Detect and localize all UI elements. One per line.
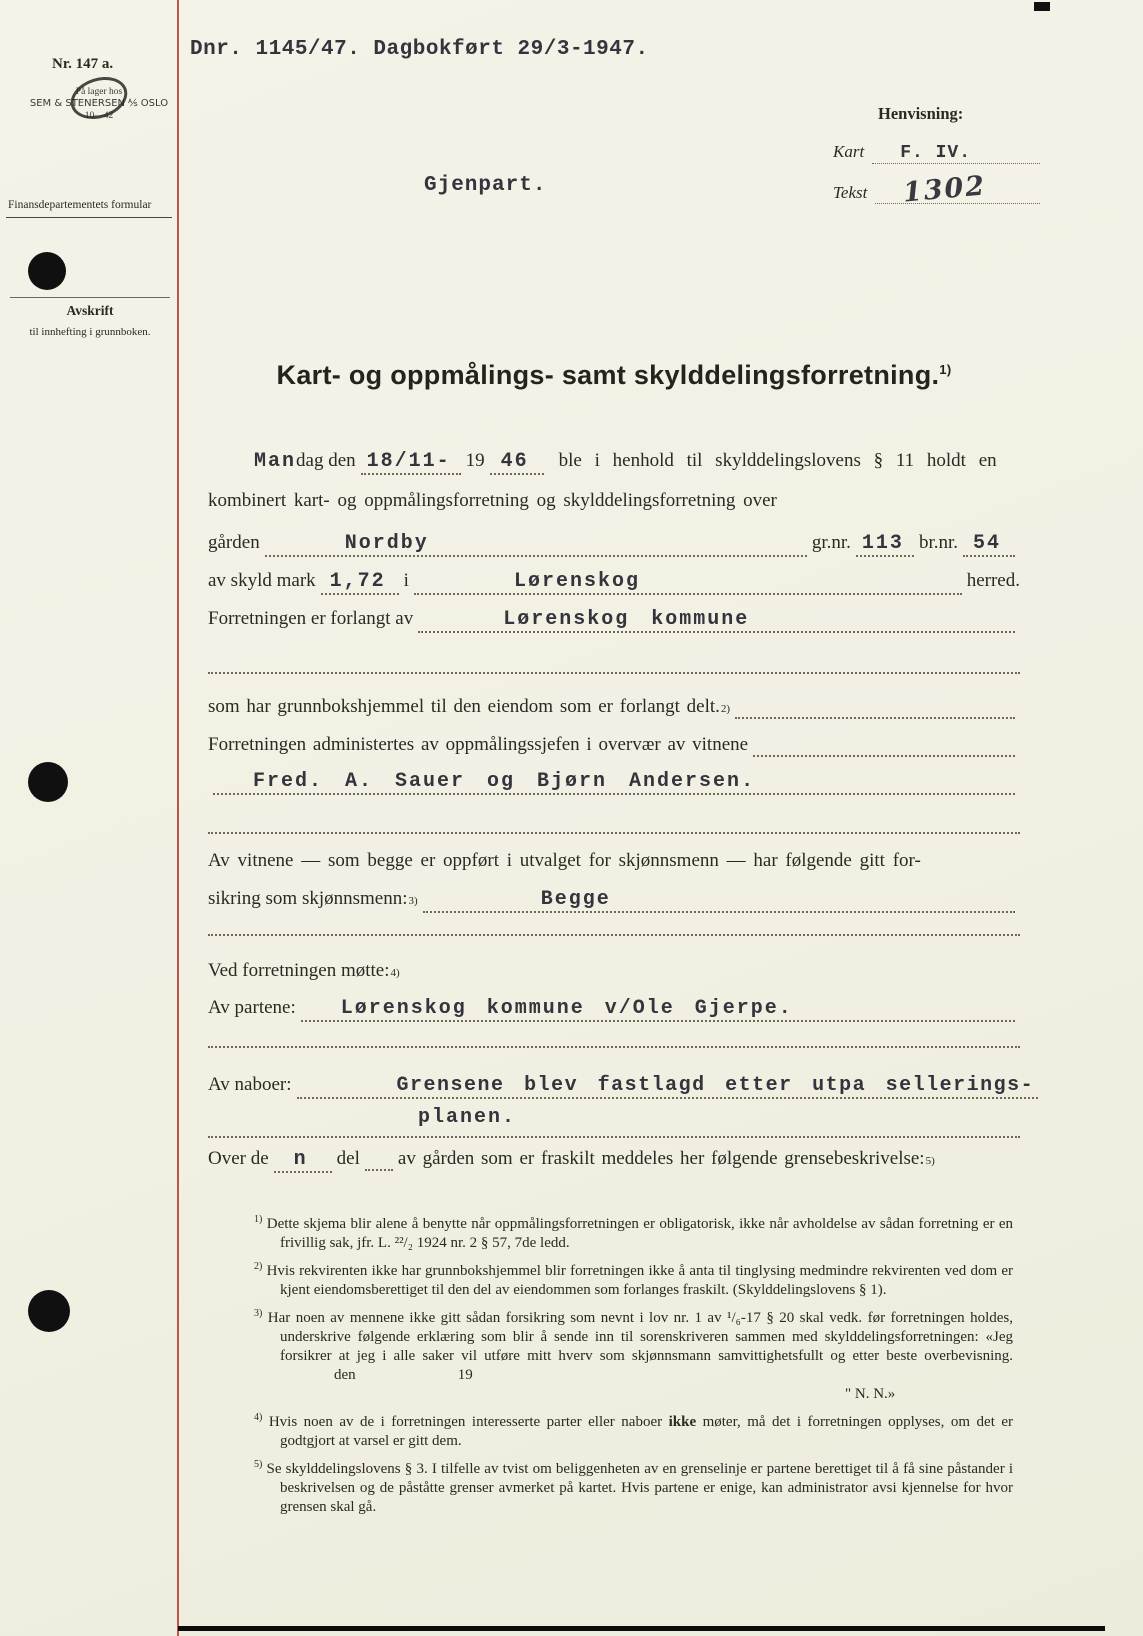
footnote-4 [254,1408,1013,1451]
admin-text: Forretningen administertes av oppmålingssjefen i overvær av vitnene [208,734,749,755]
printer-imprint-line1: På lager hos [75,87,123,97]
footnote-5-number: 5) [254,1459,263,1470]
department-formular-label: Finansdepartementets formular [8,199,152,211]
footnote-1-number: 1) [254,1214,263,1225]
hjemmel-row: som har grunnbokshjemmel til den eiendom som er forlangt delt. 2) [208,696,1020,726]
brnr-label: br.nr. [918,532,958,553]
brnr-field [963,532,1015,557]
oath-line-1 [208,850,1020,880]
farm-name-value: Nordby [344,532,429,555]
intro-line-2 [208,490,1020,520]
admin-row [208,734,1020,764]
date-value: 18/11- [366,450,451,473]
year-prefix: 19 [465,450,485,471]
municipality-field [414,570,962,595]
requested-by-field [418,608,1015,633]
dotted-line [208,832,1020,834]
parties-row [208,997,1020,1027]
farm-row [208,532,1020,562]
requested-by-value: Lørenskog kommune [503,608,750,631]
footnote-2-text: Hvis rekvirenten ikke har grunnbokshjemmel blir forretningen ikke å anta til tinglysing medmindre rekvirenten ved dom er kjent eiendomsberettiget til den del av eiendommen som forlanges fraskilt. (Skylddelingslovens § 1). [266,1263,1013,1298]
footnote-1 [254,1210,1013,1253]
boundary-rest-text: av gården som er fraskilt meddeles her følgende grensebeskrivelse: [397,1148,925,1169]
boundary-mid-text: del [336,1148,360,1169]
weekday-typed: Man [254,450,297,473]
tekst-value-field [875,170,1040,209]
oath-line1-text: Av vitnene — som begge er oppført i utvalget for skjønnsmenn — har følgende gitt for- [208,850,921,871]
footnote-1-text: Dette skjema blir alene å benytte når oppmålingsforretningen er obligatorisk, ikke når avholdelse av sådan forretning er en frivillig sak, jfr. L. ²²/₂ 1924 nr. 2 § 57, 7de ledd. [266,1216,1014,1251]
witnesses-value: Fred. A. Sauer og Bjørn Andersen. [253,770,756,793]
grnr-label: gr.nr. [811,532,851,553]
form-title-footnote-ref: 1) [939,362,952,377]
avskrift-label: Avskrift [66,303,114,318]
neighbours-row [208,1074,1035,1104]
parties-label: Av partene: [208,997,296,1018]
hjemmel-field [735,699,1015,719]
margin-divider-line [10,297,170,298]
farm-label: gården [208,532,260,553]
footnotes-block [254,1210,1013,1521]
dotted-line [208,672,1020,674]
hole-punch [28,1290,70,1332]
dotted-line [208,934,1020,936]
footnote-5 [254,1455,1013,1517]
tekst-value-handwritten: 1302 [902,170,988,209]
municipality-value: Lørenskog [513,570,640,593]
skyld-row [208,570,1020,600]
oath-field [423,888,1015,913]
footnote-2-number: 2) [254,1261,263,1272]
boundary-part-value: n [293,1148,308,1171]
printer-imprint-line2: SEM & STENERSEN ⅍ OSLO [29,98,169,109]
oath-line-2: sikring som skjønnsmenn: 3) Begge [208,888,1020,918]
oath-value: Begge [540,888,611,911]
oath-line2-text: sikring som skjønnsmenn: [208,888,408,909]
attended-label: Ved forretningen møtte: [208,960,390,981]
kart-value-field [872,143,1040,164]
footnote-4-bold-word: ikke [668,1414,697,1430]
neighbours-value-line2: planen. [418,1106,517,1129]
intro-line2-text: kombinert kart- og oppmålingsforretning og skylddelingsforretning over [208,490,777,511]
footnote-4-text-start: Hvis noen av de i forretningen interesserte parter eller naboer [268,1414,669,1430]
dotted-line [208,1046,1020,1048]
form-title-text: Kart- og oppmålings- samt skylddelingsforretning. [276,360,940,390]
parties-field [301,997,1015,1022]
requested-by-label: Forretningen er forlangt av [208,608,414,629]
brnr-value: 54 [972,532,1001,555]
witnesses-field [213,770,1015,795]
dotted-line [208,1136,1020,1138]
footnote-3-text: Har noen av mennene ikke gitt sådan forsikring som nevnt i lov nr. 1 av ¹/₆-17 § 20 skal vedk. før forretningen holdes, underskrive følgende erklæring som blir å sende inn til sorenskriveren sammen med skylddelingsforretningen: «Jeg forsikrer at jeg i alle saker vil utføre mitt hverv som skjønnsmann samvittighetsfullt og etter beste overbevisning. [267,1310,1013,1364]
intro-line-1 [208,450,1020,480]
form-number: Nr. 147 a. [52,56,114,72]
skyld-label: av skyld mark [208,570,316,591]
tekst-reference-row [833,170,1040,209]
herred-label: herred. [966,570,1020,591]
margin-rule-line [6,217,172,218]
farm-name-field [265,532,807,557]
neighbours-field [297,1074,1039,1099]
scan-corner-artifact [1034,2,1050,11]
tekst-label: Tekst [833,183,868,202]
hole-punch [28,252,66,290]
attended-row: Ved forretningen møtte: 4) [208,960,400,981]
footnote-4-number: 4) [254,1412,263,1423]
avskrift-subtitle: til innhefting i grunnboken. [29,326,151,338]
neighbours-label: Av naboer: [208,1074,292,1095]
footnote-2 [254,1257,1013,1300]
red-margin-rule [177,0,179,1636]
footnote-3: $^{3)}$ Har noen av mennene ikke gitt sådan forsikring som nevnt i lov nr. 1 av ¹/₆-17 § 20 skal vedk. før forretningen holdes, underskrive følgende erklæring som blir å sende inn til sorenskriveren sammen med skylddelingsforretningen: «Jeg forsikrer at jeg i alle saker vil utføre mitt hverv som skjønnsmann samvittighetsfullt og etter beste overbevisning. den 19 " N. N.» [254,1308,1013,1402]
form-title [208,360,1020,391]
kart-value: F. IV. [900,143,971,163]
journal-number-line: Dnr. 1145/47. Dagbokført 29/3-1947. [190,38,649,61]
skyld-field [321,570,399,595]
boundary-part-field [274,1148,332,1173]
year-field [490,450,544,475]
grnr-value: 113 [861,532,904,555]
copy-label: Gjenpart. [424,174,547,197]
neighbours-value-line1: Grensene blev fastlagd etter utpa sellerings- [396,1074,1035,1097]
footnote-5-text: Se skylddelingslovens § 3. I tilfelle av tvist om beliggenheten av en grenselinje er partene berettiget til å få sine påstander i beskrivelsen og de påståtte grenser avmerket på kartet. Hvis partene er enige, kan administrator avsi kjennelse for hvor grensen skal gå. [266,1461,1014,1515]
hjemmel-text: som har grunnbokshjemmel til den eiendom som er forlangt delt. [208,696,720,717]
kart-label: Kart [833,142,865,161]
in-label: i [403,570,409,591]
intro-rest-text: ble i henhold til skylddelingslovens § 11 holdt en [558,450,997,471]
year-value: 46 [500,450,529,473]
hole-punch [28,762,68,802]
grnr-field [856,532,914,557]
footnote-3-signature: " N. N.» [845,1386,896,1402]
witnesses-row [208,770,1020,800]
boundary-pre-text: Over de [208,1148,269,1169]
footnote-3-number: 3) [254,1308,263,1319]
day-printed: dag den [296,450,356,471]
boundary-row: Over de n del av gården som er fraskilt meddeles her følgende grensebeskrivelse: 5) [208,1148,935,1171]
reference-heading: Henvisning: [878,104,964,123]
kart-reference-row [833,142,1040,164]
neighbours-row-2 [208,1106,1020,1136]
requested-by-row [208,608,1020,638]
scan-bottom-edge [178,1626,1105,1631]
admin-field [753,737,1015,757]
date-field [361,450,461,475]
skyld-value: 1,72 [329,570,386,593]
boundary-empty-field [365,1151,393,1171]
footnote-4-text-end: møter, må det i forretningen opplyses, om det er godtgjort at varsel er gitt dem. [280,1414,1014,1449]
printer-imprint-line3: 10—42 [84,111,114,121]
parties-value: Lørenskog kommune v/Ole Gjerpe. [340,997,793,1020]
